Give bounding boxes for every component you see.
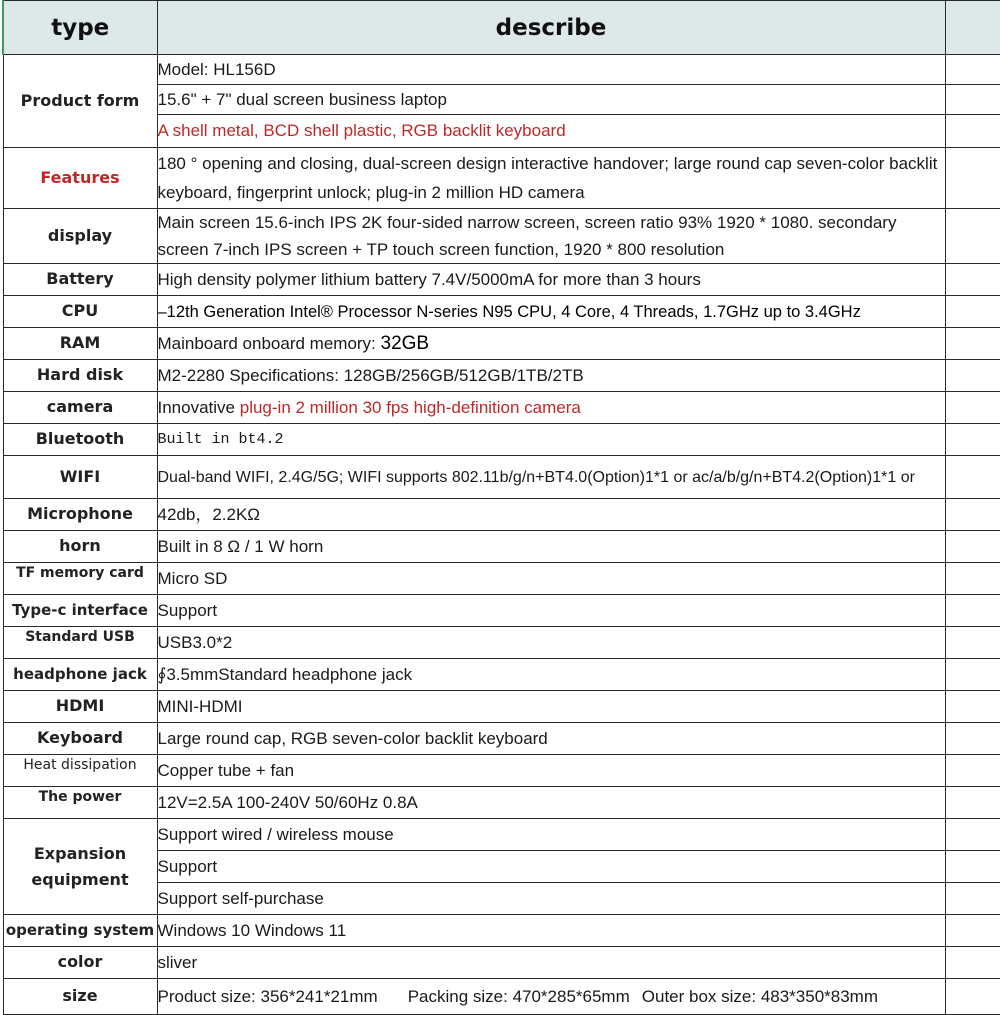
desc-headphone: ∮3.5mmStandard headphone jack bbox=[157, 659, 945, 691]
extra-cell bbox=[945, 328, 1000, 360]
type-usb: Standard USB bbox=[3, 627, 157, 659]
desc-os: Windows 10 Windows 11 bbox=[157, 915, 945, 947]
desc-keyboard: Large round cap, RGB seven-color backlit keyboard bbox=[157, 723, 945, 755]
desc-expansion-support: Support bbox=[157, 851, 945, 883]
type-horn: horn bbox=[3, 531, 157, 563]
desc-tf-card: Micro SD bbox=[157, 563, 945, 595]
extra-cell bbox=[945, 883, 1000, 915]
extra-cell bbox=[945, 723, 1000, 755]
extra-cell bbox=[945, 360, 1000, 392]
extra-cell bbox=[945, 424, 1000, 456]
table-row bbox=[3, 209, 1000, 264]
extra-cell bbox=[945, 55, 1000, 85]
desc-camera bbox=[157, 392, 945, 424]
type-features: Features bbox=[3, 148, 157, 209]
extra-cell bbox=[945, 115, 1000, 148]
type-size: size bbox=[3, 979, 157, 1015]
extra-cell bbox=[945, 85, 1000, 115]
desc-expansion-mouse: Support wired / wireless mouse bbox=[157, 819, 945, 851]
table-row bbox=[3, 691, 1000, 723]
table-row bbox=[3, 392, 1000, 424]
extra-cell bbox=[945, 392, 1000, 424]
ram-label: Mainboard onboard memory: bbox=[157, 333, 376, 353]
desc-wifi: Dual-band WIFI, 2.4G/5G; WIFI supports 802.11b/g/n+BT4.0(Option)1*1 or ac/a/b/g/n+BT4.2(Option)1*1 or bbox=[157, 456, 945, 499]
type-display: display bbox=[3, 209, 157, 264]
type-ram: RAM bbox=[3, 328, 157, 360]
extra-cell bbox=[945, 209, 1000, 264]
type-microphone: Microphone bbox=[3, 499, 157, 531]
type-headphone: headphone jack bbox=[3, 659, 157, 691]
table-row bbox=[3, 595, 1000, 627]
desc-hdmi: MINI-HDMI bbox=[157, 691, 945, 723]
extra-cell bbox=[945, 264, 1000, 296]
desc-bluetooth: Built in bt4.2 bbox=[157, 424, 945, 456]
type-bluetooth: Bluetooth bbox=[3, 424, 157, 456]
table-row bbox=[3, 979, 1000, 1015]
camera-highlight: plug-in 2 million 30 fps high-definition camera bbox=[239, 397, 581, 417]
extra-cell bbox=[945, 691, 1000, 723]
desc-hard-disk: M2-2280 Specifications: 128GB/256GB/512GB/1TB/2TB bbox=[157, 360, 945, 392]
type-hdmi: HDMI bbox=[3, 691, 157, 723]
desc-heat: Copper tube + fan bbox=[157, 755, 945, 787]
table-row bbox=[3, 915, 1000, 947]
desc-type-c: Support bbox=[157, 595, 945, 627]
type-product-form: Product form bbox=[3, 55, 157, 148]
table-row bbox=[3, 328, 1000, 360]
header-row bbox=[3, 1, 1000, 55]
extra-cell bbox=[945, 787, 1000, 819]
desc-display: Main screen 15.6-inch IPS 2K four-sided narrow screen, screen ratio 93% 1920 * 1080. secondary screen 7-inch IPS screen + TP touch screen function, 1920 * 800 resolution bbox=[157, 209, 945, 264]
camera-prefix: Innovative bbox=[157, 397, 235, 417]
desc-model: Model: HL156D bbox=[157, 55, 945, 85]
extra-cell bbox=[945, 947, 1000, 979]
table-row bbox=[3, 531, 1000, 563]
size-product: Product size: 356*241*21mm bbox=[157, 986, 378, 1006]
desc-microphone: 42db，2.2KΩ bbox=[157, 499, 945, 531]
ram-value: 32GB bbox=[380, 332, 430, 354]
desc-horn: Built in 8 Ω / 1 W horn bbox=[157, 531, 945, 563]
table-row bbox=[3, 563, 1000, 595]
extra-cell bbox=[945, 755, 1000, 787]
table-row bbox=[3, 264, 1000, 296]
desc-expansion-self: Support self-purchase bbox=[157, 883, 945, 915]
extra-cell bbox=[945, 595, 1000, 627]
table-row bbox=[3, 499, 1000, 531]
header-extra bbox=[945, 1, 1000, 55]
desc-battery: High density polymer lithium battery 7.4V/5000mA for more than 3 hours bbox=[157, 264, 945, 296]
desc-screen: 15.6" + 7" dual screen business laptop bbox=[157, 85, 945, 115]
desc-shell: A shell metal, BCD shell plastic, RGB backlit keyboard bbox=[157, 115, 945, 148]
table-row bbox=[3, 456, 1000, 499]
table-row bbox=[3, 55, 1000, 85]
extra-cell bbox=[945, 148, 1000, 209]
table-row bbox=[3, 627, 1000, 659]
type-battery: Battery bbox=[3, 264, 157, 296]
size-outer: Outer box size: 483*350*83mm bbox=[641, 986, 879, 1006]
type-color: color bbox=[3, 947, 157, 979]
type-type-c: Type-c interface bbox=[3, 595, 157, 627]
table-row bbox=[3, 360, 1000, 392]
type-camera: camera bbox=[3, 392, 157, 424]
table-row bbox=[3, 296, 1000, 328]
desc-power: 12V=2.5A 100-240V 50/60Hz 0.8A bbox=[157, 787, 945, 819]
extra-cell bbox=[945, 563, 1000, 595]
extra-cell bbox=[945, 915, 1000, 947]
table-row bbox=[3, 148, 1000, 209]
type-expansion: Expansion equipment bbox=[3, 819, 157, 915]
extra-cell bbox=[945, 456, 1000, 499]
desc-usb: USB3.0*2 bbox=[157, 627, 945, 659]
desc-size bbox=[157, 979, 945, 1015]
type-wifi: WIFI bbox=[3, 456, 157, 499]
extra-cell bbox=[945, 819, 1000, 851]
table-row bbox=[3, 424, 1000, 456]
table-row bbox=[3, 723, 1000, 755]
desc-cpu: –12th Generation Intel® Processor N-series N95 CPU, 4 Core, 4 Threads, 1.7GHz up to 3.4GHz bbox=[157, 296, 945, 328]
type-cpu: CPU bbox=[3, 296, 157, 328]
spec-table bbox=[2, 0, 1000, 1015]
size-packing: Packing size: 470*285*65mm bbox=[407, 986, 630, 1006]
table-row bbox=[3, 947, 1000, 979]
extra-cell bbox=[945, 627, 1000, 659]
type-power: The power bbox=[3, 787, 157, 819]
extra-cell bbox=[945, 659, 1000, 691]
table-row bbox=[3, 659, 1000, 691]
type-keyboard: Keyboard bbox=[3, 723, 157, 755]
type-hard-disk: Hard disk bbox=[3, 360, 157, 392]
table-row bbox=[3, 787, 1000, 819]
extra-cell bbox=[945, 531, 1000, 563]
table-row bbox=[3, 819, 1000, 851]
extra-cell bbox=[945, 296, 1000, 328]
header-describe: describe bbox=[157, 1, 945, 55]
type-tf-card: TF memory card bbox=[3, 563, 157, 595]
extra-cell bbox=[945, 979, 1000, 1015]
table-row bbox=[3, 755, 1000, 787]
type-heat: Heat dissipation bbox=[3, 755, 157, 787]
desc-ram bbox=[157, 328, 945, 360]
desc-color: sliver bbox=[157, 947, 945, 979]
header-type: type bbox=[3, 1, 157, 55]
extra-cell bbox=[945, 851, 1000, 883]
desc-features: 180 ° opening and closing, dual-screen design interactive handover; large round cap seven-color backlit keyboard, fingerprint unlock; plug-in 2 million HD camera bbox=[157, 148, 945, 209]
type-os: operating system bbox=[3, 915, 157, 947]
extra-cell bbox=[945, 499, 1000, 531]
